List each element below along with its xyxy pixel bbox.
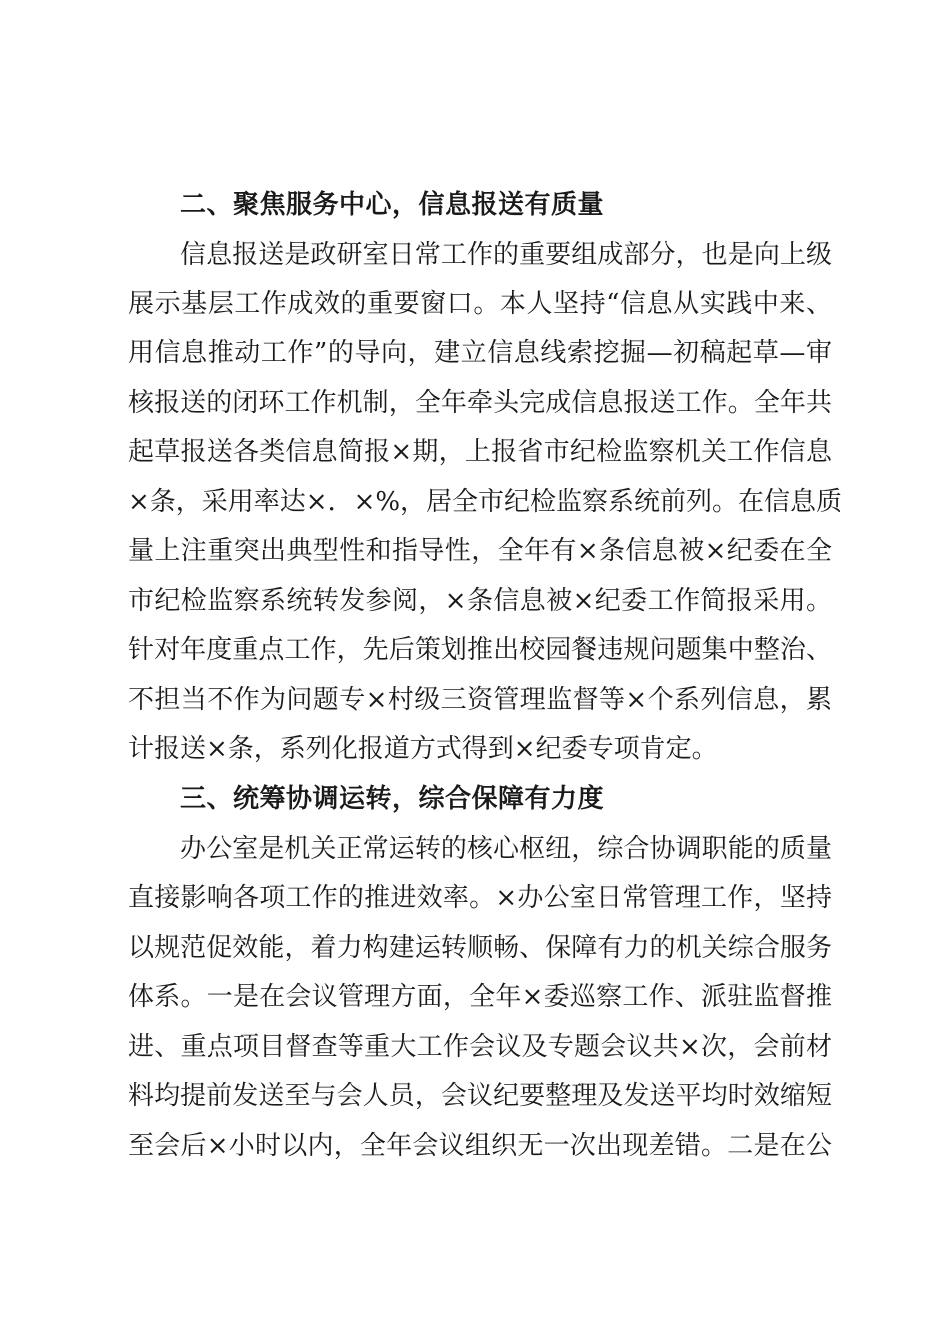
paragraph-line: 用信息推动工作”的导向，建立信息线索挖掘—初稿起草—审 [128, 338, 832, 368]
paragraph-line: 信息报送是政研室日常工作的重要组成部分，也是向上级 [180, 240, 832, 270]
paragraph-line: 进、重点项目督查等重大工作会议及专题会议共×次，会前材 [128, 1032, 832, 1062]
paragraph-line: 直接影响各项工作的推进效率。×办公室日常管理工作，坚持 [128, 883, 832, 913]
paragraph-line: 展示基层工作成效的重要窗口。本人坚持“信息从实践中来、 [128, 289, 832, 319]
paragraph-line: 量上注重突出典型性和指导性，全年有×条信息被×纪委在全 [128, 536, 832, 566]
section-heading-2: 二、聚焦服务中心，信息报送有质量 [180, 190, 605, 220]
paragraph-line: 不担当不作为问题专×村级三资管理监督等×个系列信息，累 [128, 685, 832, 715]
paragraph-line: 办公室是机关正常运转的核心枢纽，综合协调职能的质量 [180, 834, 832, 864]
paragraph-line: 至会后×小时以内，全年会议组织无一次出现差错。二是在公 [128, 1131, 832, 1161]
paragraph-line: 以规范促效能，着力构建运转顺畅、保障有力的机关综合服务 [128, 933, 832, 963]
paragraph-line: 起草报送各类信息简报×期，上报省市纪检监察机关工作信息 [128, 437, 832, 467]
paragraph-line: ×条，采用率达×．×%，居全市纪检监察系统前列。在信息质 [128, 487, 843, 517]
section-heading-3: 三、统筹协调运转，综合保障有力度 [180, 784, 605, 814]
paragraph-line: 市纪检监察系统转发参阅，×条信息被×纪委工作简报采用。 [128, 586, 832, 616]
paragraph-line: 计报送×条，系列化报道方式得到×纪委专项肯定。 [128, 734, 718, 764]
paragraph-line: 核报送的闭环工作机制，全年牵头完成信息报送工作。全年共 [128, 388, 832, 418]
paragraph-line: 针对年度重点工作，先后策划推出校园餐违规问题集中整治、 [128, 635, 832, 665]
paragraph-line: 体系。一是在会议管理方面，全年×委巡察工作、派驻监督推 [128, 982, 832, 1012]
paragraph-line: 料均提前发送至与会人员，会议纪要整理及发送平均时效缩短 [128, 1081, 832, 1111]
